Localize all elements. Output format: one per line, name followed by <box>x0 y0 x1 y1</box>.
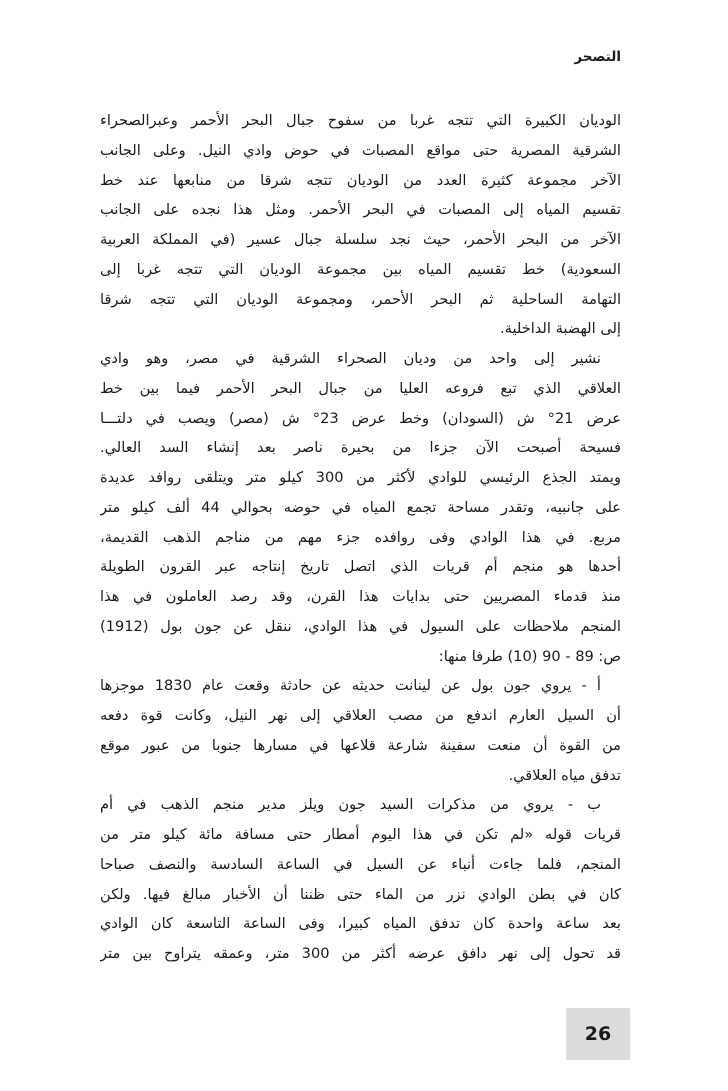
text-line: عرض 21° ش (السودان) وخط عرض 23° ش (مصر) ويصب في دلتـــا <box>100 409 621 427</box>
text-line: على جانبيه، وتقدر مساحة تجمع المياه في حوضه بحوالي 44 ألف كيلو متر <box>100 498 621 516</box>
text-line: أحدها هو منجم أم قريات الذي اتصل تاريخ إنتاجه عبر القرون الطويلة <box>100 558 621 576</box>
text-line: كان في بطن الوادي نزر من الماء حتى ظننا أن الأخبار مبالغ فيها. ولكن <box>100 885 621 903</box>
text-line: تقسيم المياه إلى المصبات في البحر الأحمر. ومثل هذا نجده على الجانب <box>100 201 621 219</box>
text-line: المنجم، فلما جاءت أنباء عن السيل في الساعة السادسة والنصف صباحا <box>100 855 621 873</box>
text-line: نشير إلى واحد من وديان الصحراء الشرقية في مصر، وهو وادي <box>100 350 601 367</box>
text-line: الآخر من البحر الأحمر، حيث نجد سلسلة جبال عسير (في المملكة العربية <box>100 231 621 248</box>
text-line: التهامة الساحلية ثم البحر الأحمر، ومجموعة الوديان التي تتجه شرقا <box>100 290 621 308</box>
text-line: إلى الهضبة الداخلية. <box>500 320 621 338</box>
text-line: ص: 89 - 90 (10) طرفا منها: <box>438 647 621 665</box>
text-line: أ - يروي جون بول عن لينانت حديثه عن حادثة وقعت عام 1830 موجزها <box>100 677 601 695</box>
text-line: من القوة أن منعت سفينة شارعة قلاعها في مسارها جنوبا من عبور موقع <box>100 736 621 754</box>
text-line: قريات قوله «لم تكن في هذا اليوم أمطار حتى مسافة مائة كيلو متر من <box>100 826 621 843</box>
text-line: فسيحة أصبحت الآن جزءا من بحيرة ناصر بعد إنشاء السد العالي. <box>100 439 621 457</box>
text-line: السعودية) خط تقسيم المياه بين مجموعة الوديان التي تتجه غربا إلى <box>100 260 621 278</box>
text-line: مربع. في هذا الوادي وفى روافده جزء مهم من مناجم الذهب القديمة، <box>100 528 621 546</box>
running-header: التصحر <box>574 49 621 65</box>
text-line: الوديان الكبيرة التي تتجه غربا من سفوح جبال البحر الأحمر وعبرالصحراء <box>100 112 621 129</box>
text-line: تدفق مياه العلاقي. <box>508 766 621 784</box>
text-line: الآخر مجموعة كثيرة العدد من الوديان تتجه شرقا من منابعها عند خط <box>100 171 621 189</box>
body-text <box>100 106 621 969</box>
text-line: قد تحول إلى نهر دافق عرضه أكثر من 300 متر، وعمقه يتراوح بين متر <box>100 945 621 962</box>
text-line: منذ قدماء المصريين حتى بدايات هذا القرن، وقد رصد العاملون في هذا <box>100 588 621 605</box>
text-line: ويمتد الجذع الرئيسي للوادي لأكثر من 300 كيلو متر ويتلقى روافد عديدة <box>100 469 621 486</box>
text-line: المنجم ملاحظات على السيول في هذا الوادي، ننقل عن جون بول (1912) <box>100 617 621 635</box>
text-line: العلاقي الذي تبع فروعه العليا من جبال البحر الأحمر فيما بين خط <box>100 379 621 397</box>
text-line: ب - يروي من مذكرات السيد جون ويلز مدير منجم الذهب في أم <box>100 796 601 814</box>
text-line: بعد ساعة واحدة كان تدفق المياه كبيرا، وفى الساعة التاسعة كان الوادي <box>100 915 621 933</box>
text-line: الشرقية المصرية حتى مواقع المصبات في حوض وادي النيل. وعلى الجانب <box>100 141 621 159</box>
page-number: 26 <box>566 1008 630 1060</box>
text-line: أن السيل العارم اندفع من مصب العلاقي إلى نهر النيل، وكانت قوة دفعه <box>100 707 621 724</box>
